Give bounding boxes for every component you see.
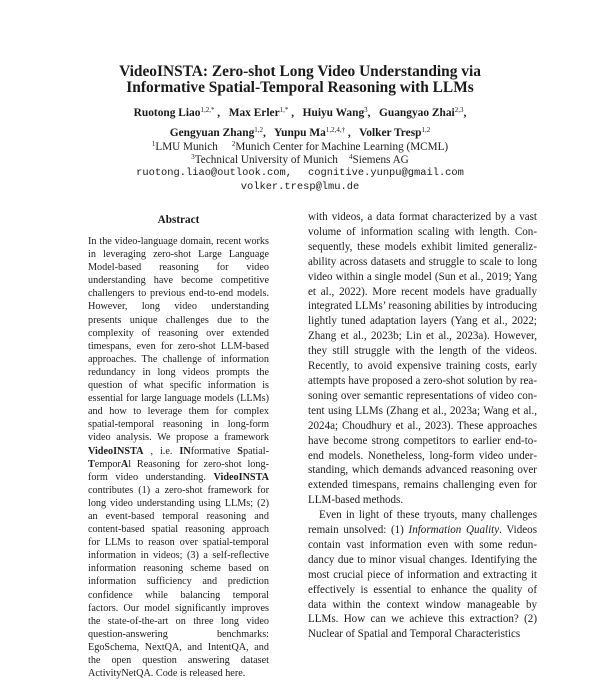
author-name: Max Erler [228,107,280,119]
email-address[interactable]: volker.tresp@lmu.de [240,180,360,193]
abstract-body [88,235,269,680]
intro-emphasis: Information Quality [408,524,500,537]
author-line-1: Ruotong Liao$^{1,2,*}$ , Max Erler$^{1,*}$ , Huiyu Wang$^3$, Guangyao Zhai$^{2,3}$, [133,106,467,119]
author-affil-sup: 3 [364,106,368,114]
abstract-heading: Abstract [157,214,200,226]
title-line-2: Informative Spatial-Temporal Reasoning with LLMs [126,78,474,96]
author-name: Huiyu Wang [302,107,365,119]
author-line-2: Gengyuan Zhang$^{1,2}$, Yunpu $Ma^{1,2,4,\dagger}$ , Volker Tresp$^{1,2}$ [169,125,431,139]
intro-text: Even in light of these tryouts, many challenges remain unsolved: (1) [308,509,537,537]
abstract-text: patial- [242,445,269,457]
author-affil-sup: 2,3 [454,106,464,114]
author-name: Guangyao Zhai [379,107,455,119]
acronym-letter: IN [179,445,191,457]
abstract-text: , i.e. [143,445,180,457]
acronym-letter: T [88,458,95,470]
author-affil-sup: 1,2 [254,125,264,134]
abstract-text: contributes (1) a zero-shot framework for long video understanding using LLMs; (2) an event-based temporal reasoning and content-based spatial reasoning approach for LLMs to reason over spatial-temporal information in videos; (3) a self-reflective information reasoning scheme based on information sufficiency and prediction confidence while balancing temporal factors. Our model significantly improves the state-of-the-art on three long video question-answering benchmarks: EgoSchema, NextQA, and IntentQA, and the open question answering dataset ActivityNetQA. Code is released here. [88,484,269,680]
affiliations [60,141,540,167]
acronym-letter: S [237,445,243,457]
author-name: Ruotong Liao [133,107,201,119]
author-name: Yunpu Ma [274,126,326,139]
email-address[interactable]: ruotong.liao@outlook.com, [136,167,292,179]
abstract-text: empor [94,458,121,470]
affiliation-name: Technical University of Munich [194,154,338,167]
affiliation-name: LMU Munich [155,141,218,153]
abstract-column [88,214,269,680]
email-line-1 [60,167,540,181]
affiliation-sup: 1 [151,140,156,148]
author-affil-sup: 1,2,4,† [325,125,346,134]
title-line-1: VideoINSTA: Zero-shot Long Video Understanding via [119,63,481,80]
affiliation-sup: 4 [349,153,353,162]
email-address[interactable]: cognitive.yunpu@gmail.com [308,167,464,179]
paper-title [60,64,540,95]
intro-paragraph-1: with videos, a data format characterized by a vast volume of information scaling with length. Consequently, these models exhibit limited generalizability across datasets and struggle to scale to long video within a single model (Sun et al., 2019; Yang et al., 2022). More recent models have gradually integrated LLMs’ reasoning abilities by introducing lightly tuned adaptation layers (Yang et al., 2022; Zhang et al., 2023b; Lin et al., 2023a). However, they still struggle with the length of the videos. Recently, to avoid expensive training costs, early attempts have proposed a zero-shot solution by reasoning over semantic representations of video content using LLMs (Zhang et al., 2023a; Wang et al., 2024a; Choudhury et al., 2023). These approaches have become strong competitors to earlier end-to-end models. Nonetheless, long-form video understanding, which demands advanced reasoning over extended timespans, remains challenging even for LLM-based methods. [308,211,537,507]
abstract-text: formative [190,445,238,457]
email-line-2 [60,181,540,195]
author-name: Gengyuan Zhang [169,126,255,139]
author-name: Volker Tresp [359,126,422,139]
author-affil-sup: 1,* [279,106,289,114]
affiliation-sup: 2 [231,140,236,148]
affiliation-line-1 [60,141,540,154]
acronym-letter: A [120,458,129,470]
intro-paragraph-2 [308,508,537,642]
abstract-text: In the video-language domain, recent works in leveraging zero-shot Large Language Model-based reasoning for video understanding have become competitive challengers to previous end-to-end models. However, long video understanding presents unique challenges due to the complexity of reasoning over extended timespans, even for zero-shot LLM-based approaches. The challenge of information redundancy in long videos prompts the question of what specific information is essential for large language models (LLMs) and how to leverage them for complex spatial-temporal reasoning in long-form video analysis. We propose a framework [88,236,269,444]
affiliation-name: Munich Center for Machine Learning (MCML) [235,141,449,153]
intro-text: . Videos contain vast information even with some redundancy due to minor visual changes. Identifying the most crucial piece of information and extracting it effectively is essential to enhance the quality of data within the context window manageable by LLMs. How can we achieve this extraction? (2) Nuclear of Spatial and Temporal Characteristics [308,524,537,641]
affiliation-sup: 3 [191,153,195,162]
introduction-column [308,210,537,642]
author-affil-sup: 1,2 [421,125,431,134]
affiliation-line-2 [60,154,540,167]
affiliation-name: Siemens AG [352,154,409,167]
abstract-text: l Reasoning for zero-shot long-form video understanding. [88,458,269,483]
author-affil-sup: 1,2,* [200,106,215,114]
author-list [60,104,540,143]
method-name: VideoINSTA [213,471,269,483]
author-emails [60,167,540,194]
method-name: VideoINSTA [88,445,144,457]
